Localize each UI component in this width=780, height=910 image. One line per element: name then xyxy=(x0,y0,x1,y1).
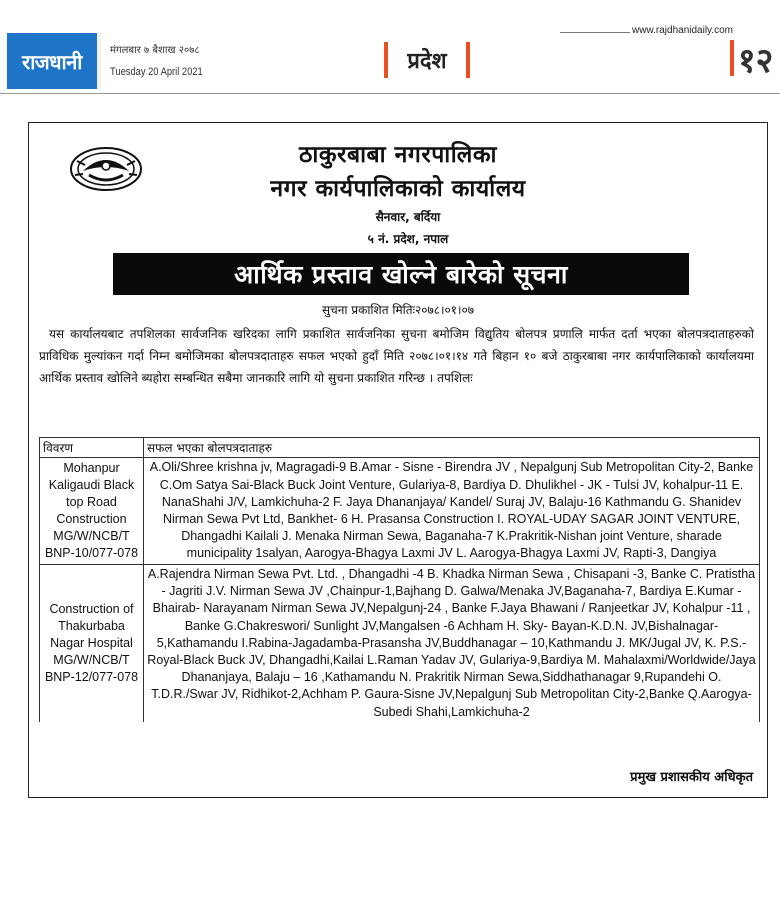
address-line-1: सैनवार, बर्दिया xyxy=(375,210,441,224)
column-header: विवरण xyxy=(40,438,144,458)
url-text: www.rajdhanidaily.com xyxy=(632,25,733,36)
public-notice xyxy=(28,122,768,798)
date-nepali: मंगलबार ७ बैशाख २०७८ xyxy=(110,45,200,56)
bidders-cell: A.Oli/Shree krishna jv, Magragadi-9 B.Amar - Sisne - Birendra JV , Nepalgunj Sub Metropolitan City-2, Banke C.Om Satya Sai-Black Buck Joint Venture, Gulariya-8, Bardiya D. Dhulikhel - JK - Tulsi JV, kohalpur-11 E. NanaShahi J/V, Lamkichuha-2 F. Jaya Dhananjaya/ Kandel/ Suraj JV, Balaju-16 Kathmandu G. Shanidev Nirman Sewa Pvt Ltd, Bankhet- 6 H. Prasansa Construction I. ROYAL-UDAY SAGAR JOINT VENTURE, Dhangadhi Kailali J. Menaka Nirman Sewa, Baganaha-7 K.Prakritik-Nishan joint Venture, sharade municipality 1salyan, Aarogya-Bhagya Laxmi JV L. Aarogya-Bhagya Laxmi JV, Rapti-3, Dangiya xyxy=(144,458,760,565)
bidders-cell: A.Rajendra Nirman Sewa Pvt. Ltd. , Dhangadhi -4 B. Khadka Nirman Sewa , Chisapani -3, Banke C. Pratistha - Jagriti J.V. Nirman Sewa JV ,Chainpur-1,Bajhang D. Galwa/Menaka JV,Baganaha-7, Bardiya E.Kumar - Bhairab- Narayanam Nirman Sewa JV,Nepalgunj-24 , Banke F.Jaya Bhawani / Ranjeetkar JV, Kohalpur -11 , Banke G.Chakreswori/ Sunlight JV,Mangalsen -6 Achham H. Sky- Bayan-K.D.N. JV,Bishalnagar-5,Kathamandu I.Rabina-Jagadamba-Prasansha JV,Buddhanagar – 10,Kathmandu J. MK/Jugal JV, K. P.S.-Royal-Black Buck JV, Dhangadhi,Kailai L.Raman Yadav JV, Gulariya-9,Bardiya M. Mahalaxmi/Worldwide/Jaya Dhananjaya, Balaju – 16 ,Kathamandu N. Prakritik Nirman Sewa,Siddhathanagar 9,Rupandehi O. T.D.R./Swar JV, Ridhikot-2,Achham P. Gaura-Sisne JV,Nepalgunj Sub Metropolitan City-2,Banke Q.Aarogya-Subedi Shahi,Lamkichuha-2 xyxy=(144,565,760,722)
date-english: Tuesday 20 April 2021 xyxy=(110,66,203,78)
masthead xyxy=(0,32,780,100)
newspaper-logo: राजधानी xyxy=(7,33,97,89)
project-cell: Mohanpur Kaligaudi Black top Road Construction MG/W/NCB/T BNP-10/077-078 xyxy=(40,458,144,565)
address-line-2: ५ नं. प्रदेश, नपाल xyxy=(367,232,449,246)
page-number: १२ xyxy=(738,36,773,82)
table-row xyxy=(40,458,760,565)
office-name: नगर कार्यपालिकाको कार्यालय xyxy=(270,176,526,202)
column-header: सफल भएका बोलपत्रदाताहरु xyxy=(144,438,760,458)
header-divider xyxy=(0,93,780,94)
bidders-table xyxy=(39,437,760,722)
notice-body: यस कार्यालयबाट तपशिलका सार्वजनिक खरिदका लागि प्रकाशित सार्वजनिका सुचना बमोजिम विद्युतिय बोलपत्र प्रणालि मार्फत दर्ता भएका बोलपत्रदाताहरुको प्राविधिक मुल्यांकन गर्दा निम्न बमोजिमका बोलपत्रदाताहरु सफल भएको हुदाँ मिति २०७८।०१।१४ गते बिहान १० बजे ठाकुरबाबा नगर कार्यपालिकाको कार्यालयमा आर्थिक प्रस्ताव खोलिने ब्यहोरा सम्बन्धित सबैमा जानकारि लागि यो सुचना प्रकाशित गरिन्छ । तपशिलः xyxy=(39,327,754,385)
project-cell: Construction of Thakurbaba Nagar Hospital MG/W/NCB/T BNP-12/077-078 xyxy=(40,565,144,722)
section-label: प्रदेश xyxy=(384,40,470,80)
org-name: ठाकुरबाबा नगरपालिका xyxy=(299,142,497,168)
signatory-title: प्रमुख प्रशासकीय अधिकृत xyxy=(630,770,753,785)
notice-title: आर्थिक प्रस्ताव खोल्ने बारेको सूचना xyxy=(113,253,689,295)
table-row xyxy=(40,565,760,722)
publication-date: सुचना प्रकाशित मितिः२०७८।०१।०७ xyxy=(321,303,475,317)
table-header-row xyxy=(40,438,760,458)
